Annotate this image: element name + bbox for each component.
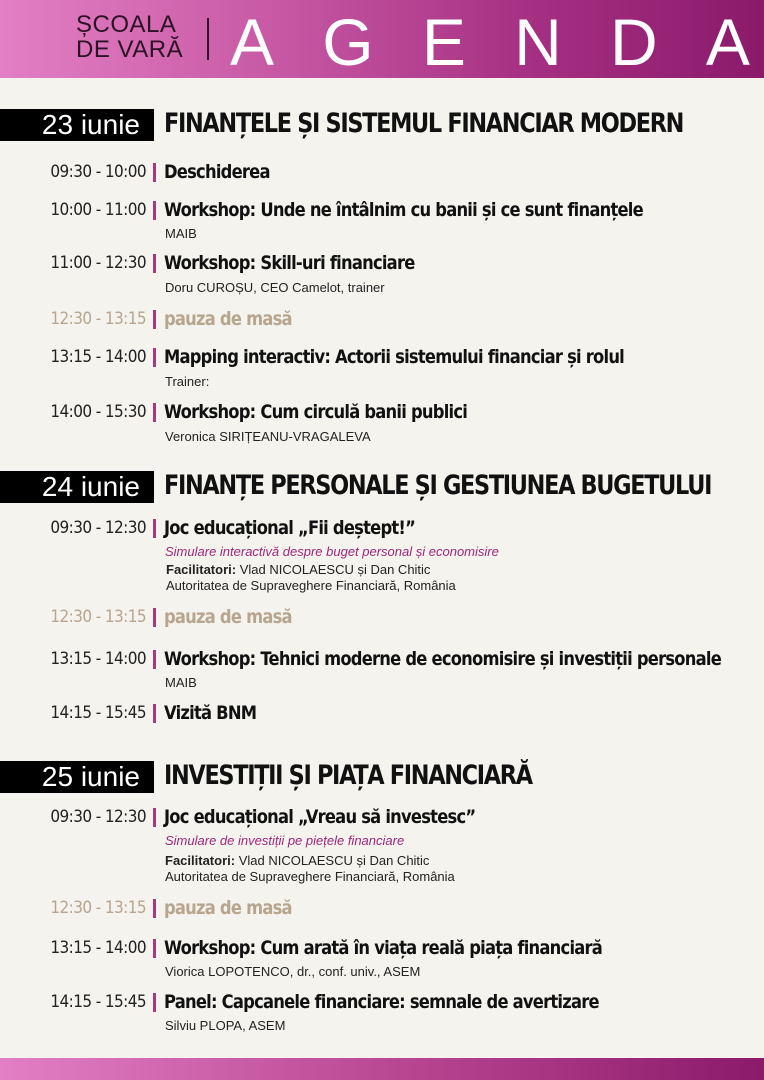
item-title: Workshop: Cum arată în viața reală piața financiară [164,937,603,959]
item-facilitators [166,562,430,578]
item-speaker: MAIB [165,675,197,690]
item-title: Joc educațional „Fii deștept!” [164,517,416,539]
facilitators-names: Vlad NICOLAESCU și Dan Chitic [239,562,431,577]
item-time: 09:30 - 12:30 [50,807,146,827]
item-title: Joc educațional „Vreau să investesc” [164,806,476,828]
agenda-letter: G [322,5,374,79]
header-divider [207,18,209,60]
time-separator [153,310,156,329]
item-time: 13:15 - 14:00 [50,649,146,669]
item-time: 12:30 - 13:15 [50,898,146,918]
item-speaker: Silviu PLOPA, ASEM [165,1018,286,1033]
item-time: 10:00 - 11:00 [50,200,146,220]
item-time: 12:30 - 13:15 [50,607,146,627]
item-time: 09:30 - 12:30 [50,518,146,538]
item-title: Workshop: Cum circulă banii publici [164,401,468,423]
day-date: 25 iunie [0,761,154,793]
time-separator [153,519,156,538]
day-date: 23 iunie [0,109,154,141]
item-title: Mapping interactiv: Actorii sistemului financiar și rolul [164,346,625,368]
item-title: Workshop: Skill-uri financiare [164,252,415,274]
item-speaker: Doru CUROȘU, CEO Camelot, trainer [165,280,385,295]
item-speaker: Trainer: [165,374,210,389]
day-title: FINANȚE PERSONALE ȘI GESTIUNEA BUGETULUI [164,470,712,501]
item-title: Deschiderea [164,161,270,183]
time-separator [153,650,156,669]
facilitators-label: Facilitatori: [166,562,237,577]
item-time: 11:00 - 12:30 [50,253,146,273]
item-title: Vizită BNM [164,702,257,724]
time-separator [153,808,156,827]
agenda-title [230,4,750,80]
item-organization: Autoritatea de Supraveghere Financiară, România [165,869,455,884]
agenda-letter: A [705,5,750,79]
item-title: Workshop: Unde ne întâlnim cu banii și ce sunt finanțele [164,199,643,221]
day-title: INVESTIȚII ȘI PIAȚA FINANCIARĂ [164,760,532,791]
item-time: 13:15 - 14:00 [50,938,146,958]
item-description: Simulare de investiții pe piețele financiare [165,833,405,848]
agenda-letter: E [421,5,466,79]
item-organization: Autoritatea de Supraveghere Financiară, România [166,578,456,593]
agenda-letter: N [514,5,562,79]
day-date: 24 iunie [0,471,154,503]
agenda-letter: D [610,5,658,79]
school-line-1: ȘCOALA [76,11,177,38]
item-speaker: MAIB [165,226,197,241]
time-separator [153,939,156,958]
item-title: pauza de masă [164,897,292,919]
footer-bar [0,1058,764,1080]
item-speaker: Viorica LOPOTENCO, dr., conf. univ., ASEM [165,964,421,979]
facilitators-names: Vlad NICOLAESCU și Dan Chitic [238,853,430,868]
facilitators-label: Facilitatori: [165,853,236,868]
item-time: 09:30 - 10:00 [50,162,146,182]
day-title: FINANȚELE ȘI SISTEMUL FINANCIAR MODERN [164,108,684,139]
time-separator [153,254,156,273]
item-title: Workshop: Tehnici moderne de economisire și investiții personale [164,648,722,670]
time-separator [153,899,156,918]
agenda-letter: A [230,5,275,79]
item-title: Panel: Capcanele financiare: semnale de avertizare [164,991,599,1013]
school-line-2: DE VARĂ [76,36,184,63]
item-time: 14:15 - 15:45 [50,992,146,1012]
item-title: pauza de masă [164,606,292,628]
time-separator [153,163,156,182]
item-facilitators [165,853,429,869]
time-separator [153,348,156,367]
item-title: pauza de masă [164,308,292,330]
header-banner [0,0,764,78]
time-separator [153,403,156,422]
item-time: 12:30 - 13:15 [50,309,146,329]
item-description: Simulare interactivă despre buget personal și economisire [165,544,499,559]
time-separator [153,704,156,723]
item-time: 14:00 - 15:30 [50,402,146,422]
item-speaker: Veronica SIRIȚEANU-VRAGALEVA [165,429,371,444]
time-separator [153,201,156,220]
item-time: 13:15 - 14:00 [50,347,146,367]
item-time: 14:15 - 15:45 [50,703,146,723]
time-separator [153,608,156,627]
time-separator [153,993,156,1012]
school-name [76,12,206,62]
